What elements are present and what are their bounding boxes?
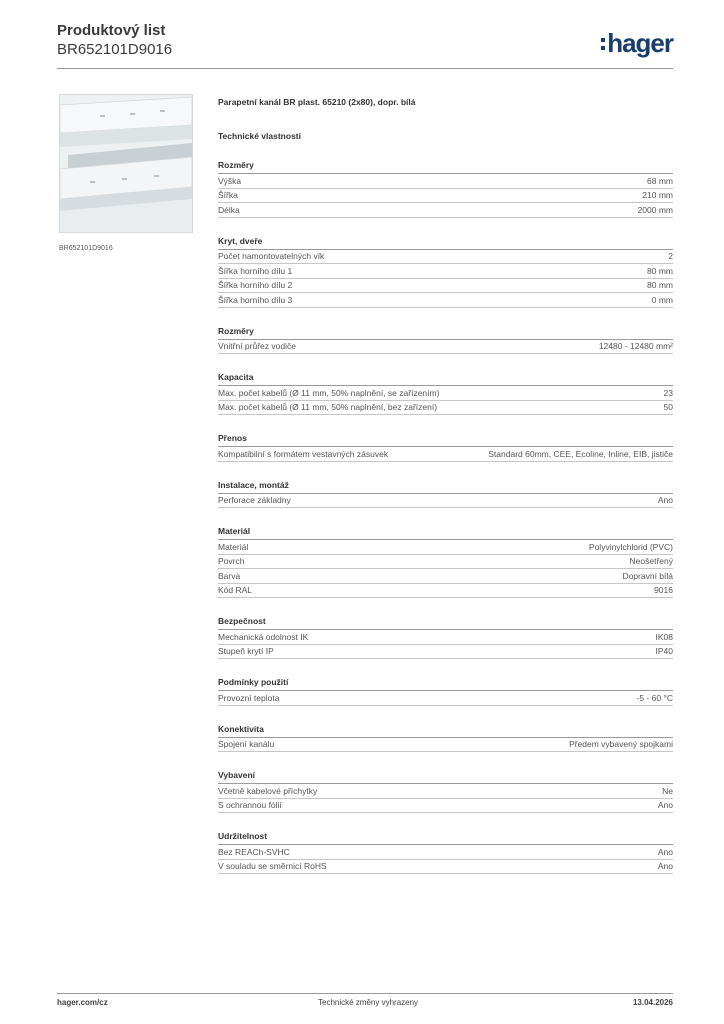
spec-value: IP40 — [655, 646, 673, 656]
spec-label: Vnitřní průřez vodiče — [218, 341, 296, 351]
spec-row — [218, 784, 673, 799]
spec-value: 80 mm — [647, 265, 673, 276]
spec-value: Ano — [657, 861, 673, 871]
spec-label: Mechanická odolnost IK — [218, 631, 309, 642]
spec-value: Ano — [657, 846, 673, 857]
spec-value: Ano — [657, 495, 673, 505]
spec-value: Ne — [662, 785, 673, 796]
spec-value: IK08 — [655, 631, 673, 642]
spec-label: Bez REACh-SVHC — [218, 846, 290, 857]
spec-value: 12480 - 12480 mm² — [598, 341, 673, 351]
spec-row — [218, 584, 673, 599]
spec-group — [218, 723, 673, 753]
product-code: BR652101D9016 — [57, 41, 173, 58]
spec-row — [218, 203, 673, 218]
spec-row — [218, 250, 673, 265]
spec-group-title: Materiál — [218, 525, 673, 540]
spec-group — [218, 525, 673, 598]
spec-label: Šířka — [218, 190, 238, 200]
spec-value: 9016 — [654, 585, 673, 595]
spec-label: Barva — [218, 570, 241, 581]
spec-row — [218, 494, 673, 509]
spec-value: 0 mm — [651, 294, 673, 305]
spec-group-title: Rozměry — [218, 159, 673, 174]
spec-value: Neošetřený — [629, 556, 673, 566]
product-title: Parapetní kanál BR plast. 65210 (2x80), dopr. bílá — [218, 97, 416, 107]
spec-group — [218, 235, 673, 308]
spec-value: -5 - 60 °C — [636, 692, 673, 703]
spec-group — [218, 432, 673, 462]
spec-value: Polyvinylchlorid (PVC) — [588, 541, 673, 552]
spec-row — [218, 447, 673, 462]
spec-value: Předem vybavený spojkami — [569, 739, 673, 749]
header-divider — [57, 68, 673, 69]
page-title: Produktový list — [57, 22, 166, 39]
spec-label: Provozní teplota — [218, 692, 280, 703]
spec-label: Max. počet kabelů (Ø 11 mm, 50% naplnění, bez zařízení) — [218, 402, 438, 412]
spec-label: Spojení kanálu — [218, 739, 275, 749]
image-caption: BR652101D9016 — [59, 245, 113, 252]
spec-row — [218, 799, 673, 814]
spec-row — [218, 189, 673, 204]
spec-row — [218, 630, 673, 645]
spec-group-title: Vybavení — [218, 769, 673, 784]
spec-label: Max. počet kabelů (Ø 11 mm, 50% naplnění, se zařízením) — [218, 387, 440, 398]
spec-row — [218, 293, 673, 308]
spec-label: Perforace základny — [218, 495, 291, 505]
spec-group — [218, 676, 673, 706]
spec-label: Kompatibilní s formátem vestavných zásuvek — [218, 448, 389, 459]
product-image — [59, 94, 193, 233]
spec-group — [218, 479, 673, 509]
spec-label: Šířka horního dílu 2 — [218, 280, 293, 290]
spec-row — [218, 386, 673, 401]
spec-group — [218, 325, 673, 355]
spec-row — [218, 279, 673, 294]
spec-value: Standard 60mm, CEE, Ecoline, Inline, EIB, jističe — [488, 448, 673, 459]
spec-label: Kód RAL — [218, 585, 253, 595]
footer-website[interactable]: hager.com/cz — [57, 998, 108, 1007]
spec-value: 50 — [663, 402, 673, 412]
spec-row — [218, 540, 673, 555]
spec-label: Povrch — [218, 556, 245, 566]
spec-row — [218, 738, 673, 753]
spec-value: 2 — [668, 251, 673, 261]
spec-label: Včetně kabelové příchytky — [218, 785, 318, 796]
logo-text: hager — [607, 28, 673, 58]
cable-trunking-icon — [60, 95, 192, 232]
hager-logo — [601, 28, 673, 59]
spec-group — [218, 159, 673, 218]
spec-row — [218, 645, 673, 660]
spec-group-title: Kryt, dveře — [218, 235, 673, 250]
spec-group-title: Přenos — [218, 432, 673, 447]
section-title: Technické vlastnosti — [218, 131, 301, 141]
spec-group-title: Bezpečnost — [218, 615, 673, 630]
spec-group-title: Rozměry — [218, 325, 673, 340]
spec-label: Materiál — [218, 541, 249, 552]
spec-content — [218, 96, 673, 874]
spec-group-title: Instalace, montáž — [218, 479, 673, 494]
spec-row — [218, 264, 673, 279]
spec-value: 210 mm — [642, 190, 673, 200]
spec-label: S ochrannou fólií — [218, 800, 282, 810]
spec-row — [218, 569, 673, 584]
spec-label: Šířka horního dílu 3 — [218, 294, 293, 305]
footer-divider — [57, 993, 673, 994]
spec-groups — [218, 159, 673, 874]
footer-date: 13.04.2026 — [632, 998, 673, 1007]
spec-group — [218, 769, 673, 813]
spec-group — [218, 371, 673, 415]
spec-row — [218, 555, 673, 570]
logo-dots-icon — [601, 36, 605, 52]
spec-value: 23 — [663, 387, 673, 398]
spec-row — [218, 401, 673, 416]
spec-label: Šířka horního dílu 1 — [218, 265, 293, 276]
spec-group-title: Konektivita — [218, 723, 673, 738]
page-header — [57, 22, 673, 59]
spec-group-title: Kapacita — [218, 371, 673, 386]
spec-value: Ano — [657, 800, 673, 810]
spec-group — [218, 615, 673, 659]
spec-value: 2000 mm — [637, 204, 673, 215]
spec-group-title: Podmínky použití — [218, 676, 673, 691]
spec-row — [218, 174, 673, 189]
spec-label: V souladu se směrnicí RoHS — [218, 861, 327, 871]
spec-value: Dopravní bílá — [622, 570, 673, 581]
spec-value: 80 mm — [647, 280, 673, 290]
spec-group-title: Udržitelnost — [218, 830, 673, 845]
spec-label: Stupeň krytí IP — [218, 646, 274, 656]
spec-row — [218, 691, 673, 706]
spec-row — [218, 860, 673, 875]
spec-label: Délka — [218, 204, 240, 215]
spec-label: Počet namontovatelných vík — [218, 251, 325, 261]
spec-label: Výška — [218, 175, 242, 186]
spec-row — [218, 845, 673, 860]
footer-note: Technické změny vyhrazeny — [318, 998, 419, 1007]
spec-value: 68 mm — [647, 175, 673, 186]
spec-row — [218, 340, 673, 355]
spec-group — [218, 830, 673, 874]
